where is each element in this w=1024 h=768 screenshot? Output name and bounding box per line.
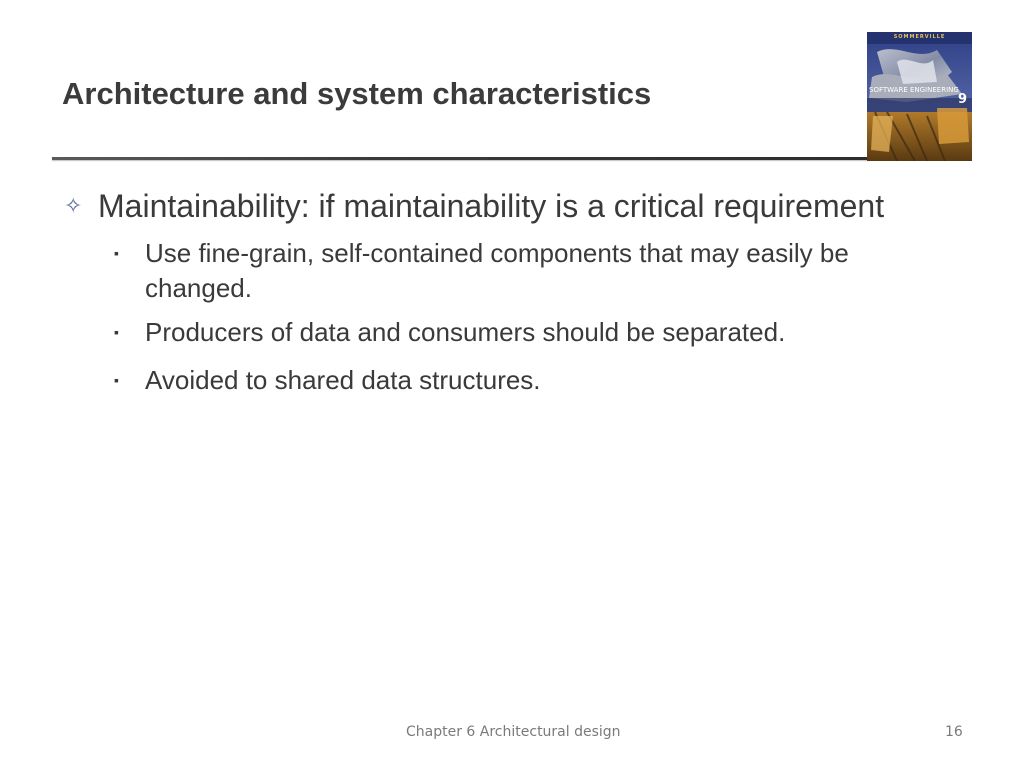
cover-author: SOMMERVILLE [893,34,946,40]
square-bullet-icon: ▪ [114,372,119,388]
sub-bullet-text: Producers of data and consumers should be separated. [145,317,786,347]
bullet-text: Maintainability: if maintainability is a critical requirement [98,188,885,224]
sub-bullet-item [114,363,924,402]
square-bullet-icon: ▪ [114,324,119,340]
cover-title: SOFTWARE ENGINEERING [869,86,959,94]
sub-bullet-item [114,236,924,306]
book-cover-image [867,32,972,161]
sub-bullet-list [114,236,964,402]
page-number: 16 [945,724,963,740]
sub-bullet-text: Use fine-grain, self-contained components that may easily be changed. [145,238,849,303]
star-bullet-icon: ✧ [64,193,83,218]
sub-bullet-item [114,315,924,354]
slide-title: Architecture and system characteristics [62,76,652,111]
cover-edition: 9 [958,92,968,107]
footer-chapter-label: Chapter 6 Architectural design [406,724,621,740]
sub-bullet-text: Avoided to shared data structures. [145,365,541,395]
title-divider [52,157,870,160]
square-bullet-icon: ▪ [114,245,119,261]
bullet-item [64,186,964,230]
slide-body [64,186,964,411]
